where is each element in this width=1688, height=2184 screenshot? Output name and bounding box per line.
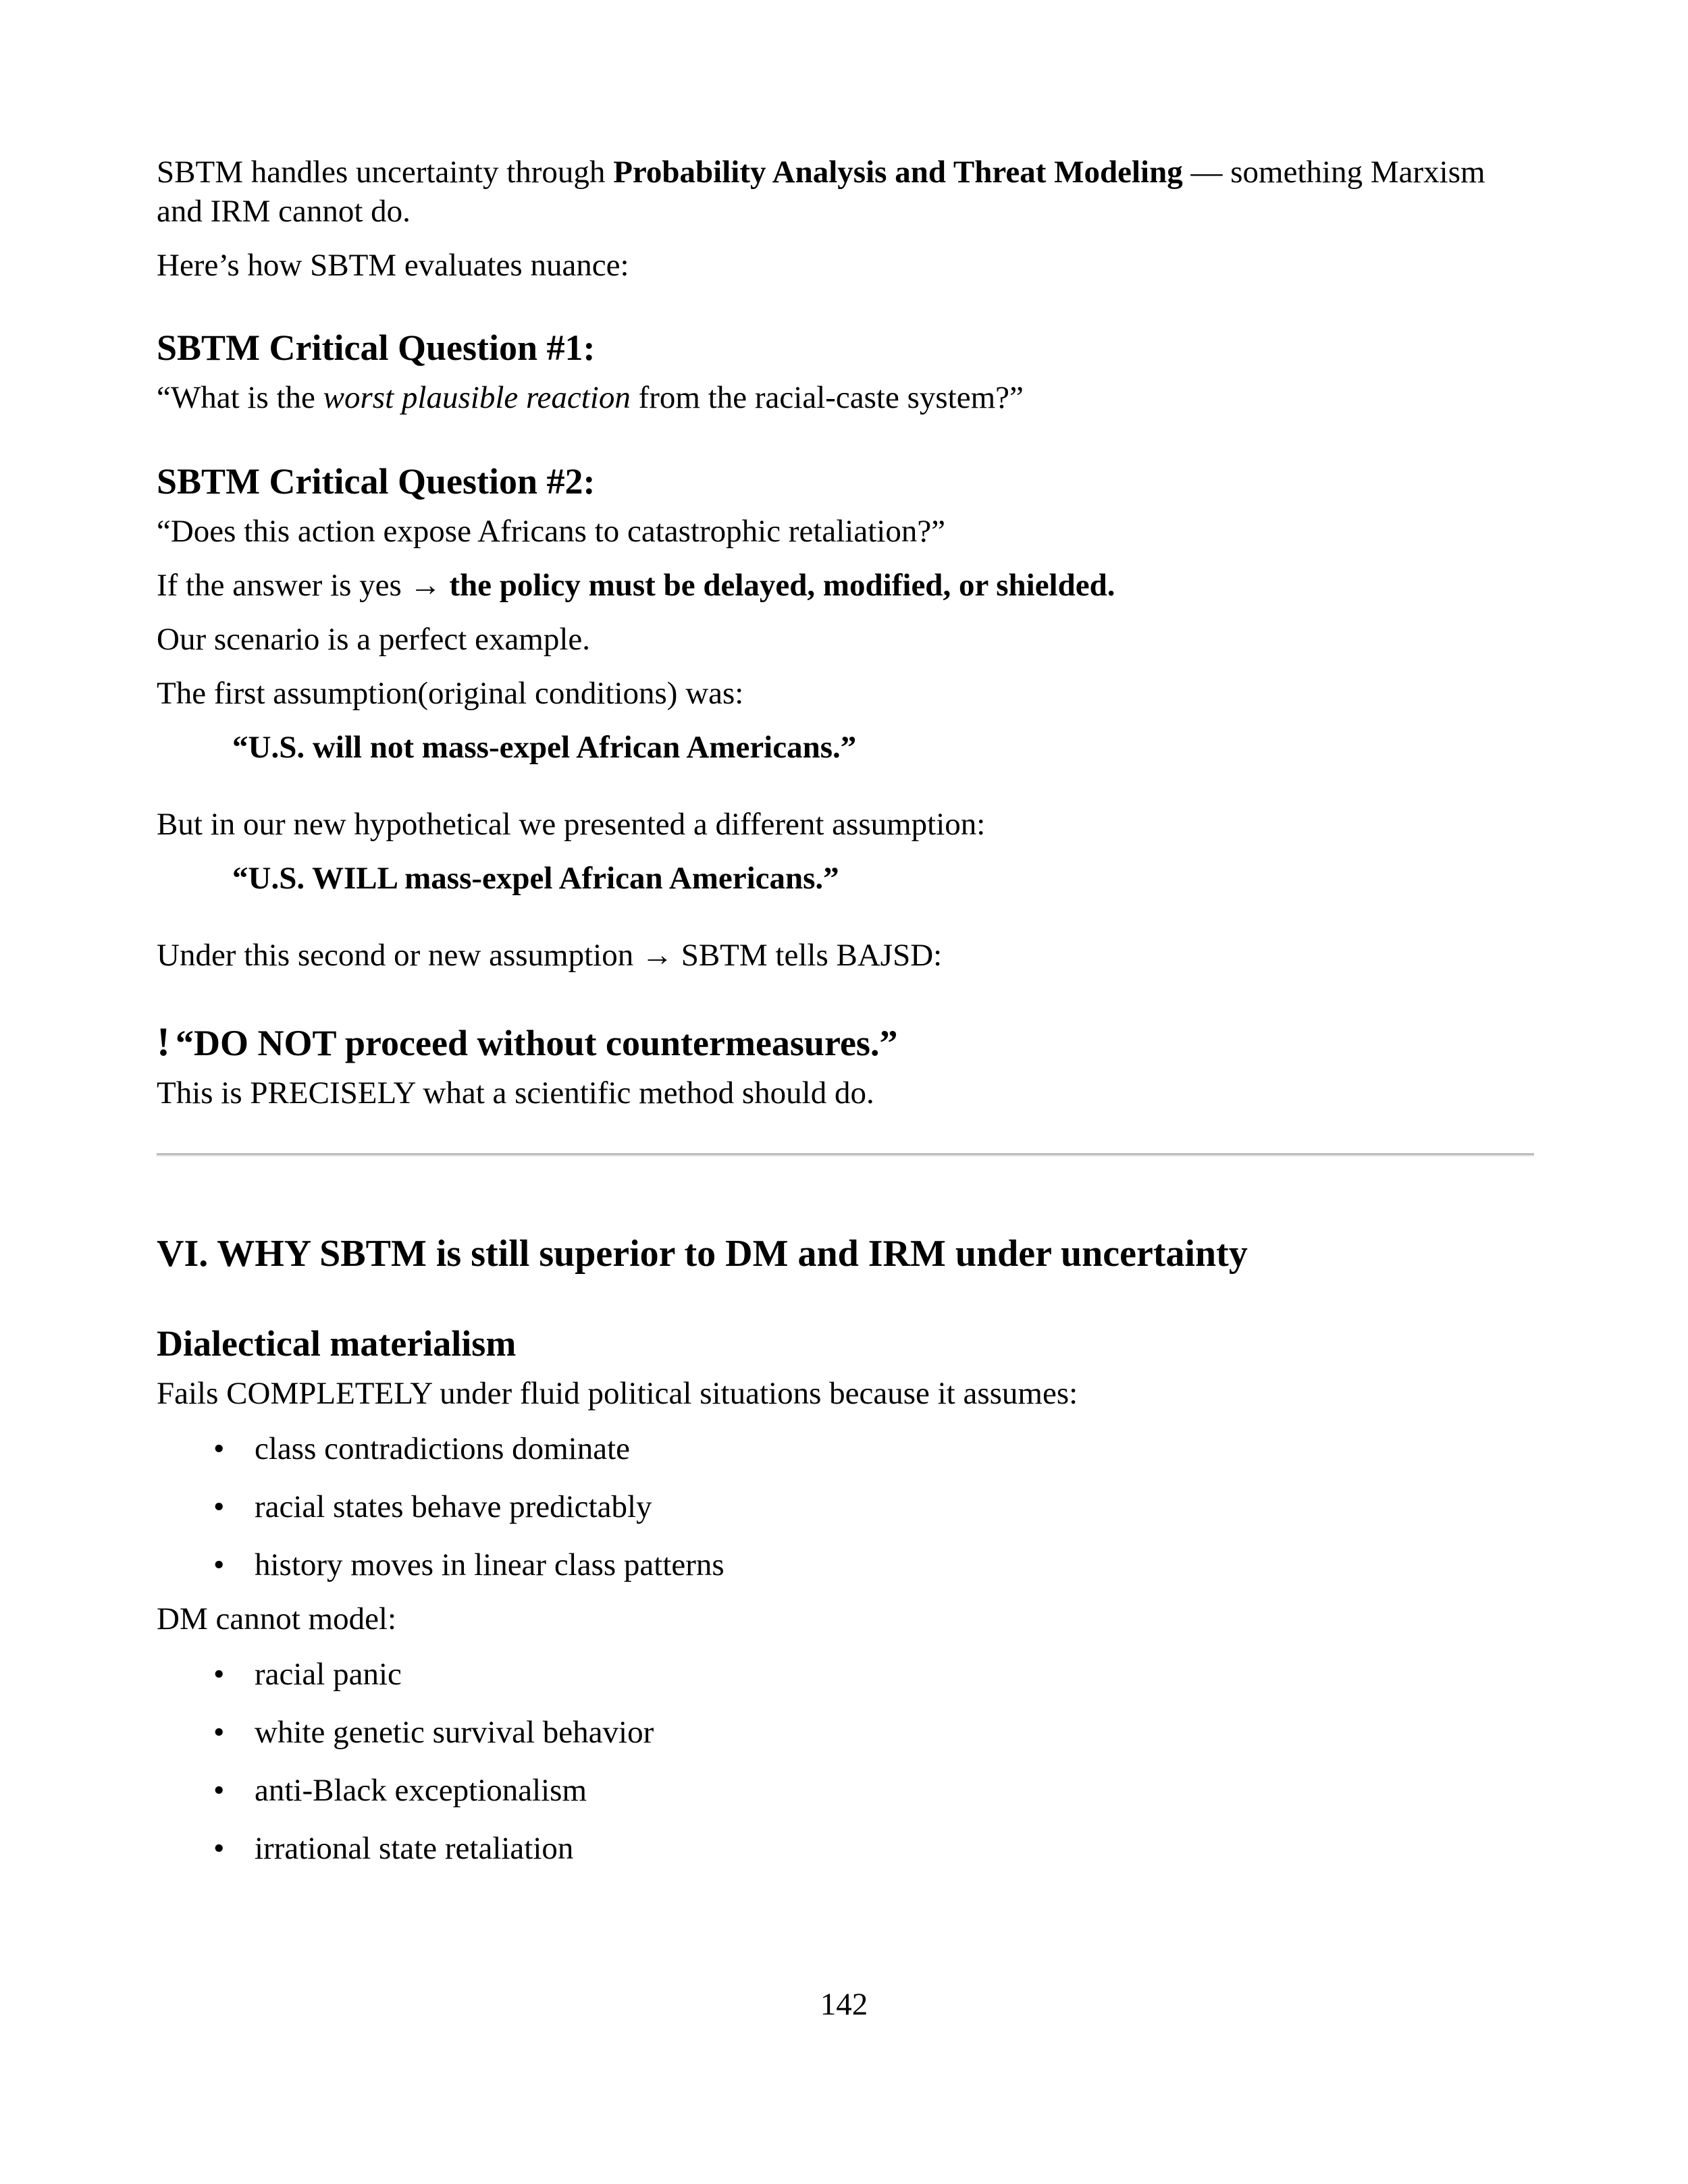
bullet-icon: • — [213, 1489, 225, 1524]
intro-paragraph — [157, 153, 1534, 231]
bullet-icon: • — [213, 1773, 225, 1808]
answer-yes-line — [157, 566, 1534, 605]
warning-text: “DO NOT proceed without countermeasures.” — [175, 1023, 898, 1063]
nuance-line: Here’s how SBTM evaluates nuance: — [157, 248, 629, 283]
question-2-heading: SBTM Critical Question #2: — [157, 461, 596, 502]
subsection-heading: Dialectical materialism — [157, 1323, 517, 1364]
intro-bold-text: Probability Analysis and Threat Modeling — [613, 155, 1183, 190]
list-item — [157, 1545, 1534, 1584]
question-1-italic: worst plausible reaction — [323, 380, 631, 415]
list-item — [157, 1487, 1534, 1526]
second-assumption-line: But in our new hypothetical we presented a different assumption: — [157, 807, 986, 842]
section-divider — [157, 1153, 1534, 1156]
bullet-icon: • — [213, 1547, 225, 1582]
answer-yes-text: If the answer is yes — [157, 568, 410, 603]
list-item-text: racial panic — [255, 1657, 402, 1692]
question-2-text: “Does this action expose Africans to catastrophic retaliation?” — [157, 514, 946, 549]
section-title: VI. WHY SBTM is still superior to DM and IRM under uncertainty — [157, 1233, 1248, 1275]
bullet-icon: • — [213, 1657, 225, 1692]
bullet-icon: • — [213, 1831, 225, 1866]
list-item-text: racial states behave predictably — [255, 1489, 652, 1524]
question-1-heading: SBTM Critical Question #1: — [157, 327, 596, 368]
first-assumption-line: The first assumption(original conditions) was: — [157, 676, 744, 711]
assumption-quote-2: “U.S. WILL mass-expel African Americans.” — [232, 861, 839, 896]
list-item — [157, 1429, 1534, 1468]
list-item-text: class contradictions dominate — [255, 1431, 631, 1466]
intro-text-end: — something Marxism and IRM cannot do. — [157, 155, 1485, 229]
list-item — [157, 1655, 1534, 1694]
warning-heading — [157, 1019, 1534, 1065]
list-item — [157, 1771, 1534, 1810]
exclamation-icon: ! — [157, 1019, 170, 1064]
intro-text: SBTM handles uncertainty through — [157, 155, 614, 190]
page-content — [157, 153, 1534, 1868]
under-assumption-line: Under this second or new assumption → SBTM tells BAJSD: — [157, 938, 943, 973]
assumption-quote-1: “U.S. will not mass-expel African Americans.” — [232, 730, 857, 765]
answer-yes-bold: → the policy must be delayed, modified, or shielded. — [409, 568, 1115, 603]
list-item-text: white genetic survival behavior — [255, 1715, 654, 1750]
list-item — [157, 1713, 1534, 1752]
question-1-text-end: from the racial-caste system?” — [630, 380, 1024, 415]
list-item — [157, 1829, 1534, 1868]
question-1-text — [157, 378, 1534, 417]
example-line: Our scenario is a perfect example. — [157, 622, 591, 657]
list-item-text: irrational state retaliation — [255, 1831, 574, 1866]
cannot-model-list — [157, 1655, 1534, 1868]
list-item-text: anti-Black exceptionalism — [255, 1773, 587, 1808]
cannot-model-line: DM cannot model: — [157, 1601, 397, 1636]
bullet-icon: • — [213, 1431, 225, 1466]
page-number: 142 — [820, 1987, 868, 2022]
bullet-icon: • — [213, 1715, 225, 1750]
assumptions-list — [157, 1429, 1534, 1584]
question-1-text-start: “What is the — [157, 380, 323, 415]
list-item-text: history moves in linear class patterns — [255, 1547, 724, 1582]
fails-line: Fails COMPLETELY under fluid political situations because it assumes: — [157, 1376, 1078, 1411]
precisely-line: This is PRECISELY what a scientific method should do. — [157, 1075, 874, 1111]
